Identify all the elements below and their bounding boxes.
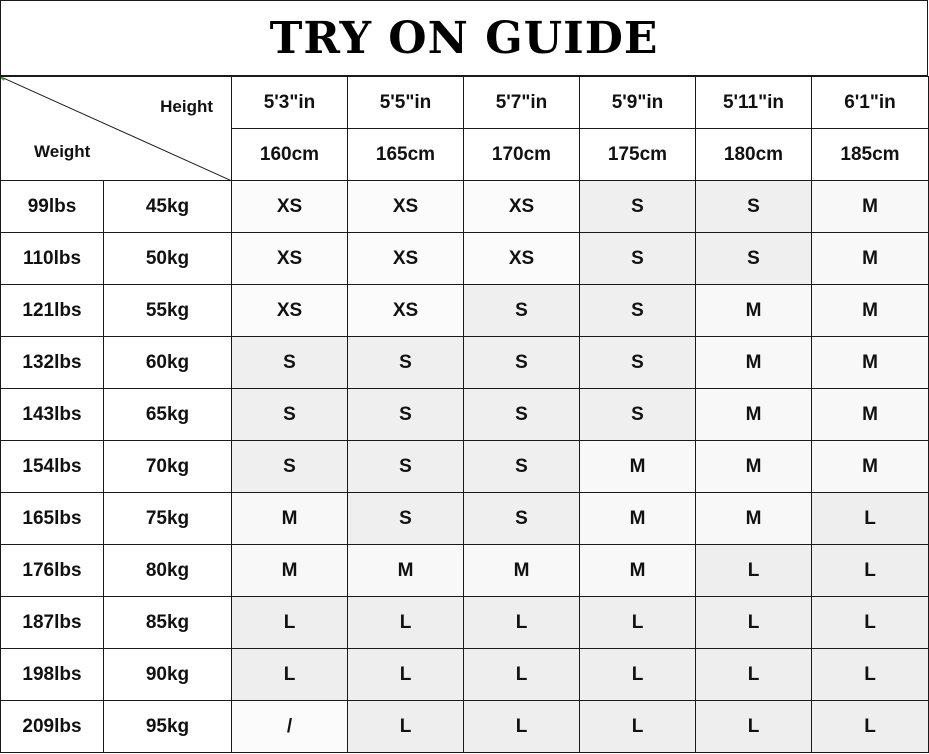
weight-kg-cell: 60kg: [104, 337, 232, 389]
size-cell: L: [348, 701, 464, 753]
height-cm-header: 175cm: [580, 129, 696, 181]
size-cell: S: [348, 337, 464, 389]
table-row: [1, 181, 929, 233]
weight-kg-cell: 85kg: [104, 597, 232, 649]
size-cell: L: [464, 701, 580, 753]
size-cell: L: [580, 649, 696, 701]
weight-lbs-cell: 143lbs: [1, 389, 104, 441]
height-cm-header: 170cm: [464, 129, 580, 181]
title-box: [0, 0, 928, 76]
weight-axis-label: Weight: [34, 142, 91, 161]
weight-lbs-cell: 165lbs: [1, 493, 104, 545]
size-cell: M: [696, 441, 812, 493]
header-row-inches: [1, 77, 929, 129]
size-cell: /: [232, 701, 348, 753]
table-row: [1, 649, 929, 701]
size-cell: M: [812, 441, 929, 493]
table-row: [1, 545, 929, 597]
height-cm-header: 185cm: [812, 129, 929, 181]
size-cell: M: [580, 545, 696, 597]
height-in-header: 5'9"in: [580, 77, 696, 129]
weight-kg-cell: 75kg: [104, 493, 232, 545]
size-cell: M: [580, 493, 696, 545]
size-cell: S: [232, 441, 348, 493]
weight-lbs-cell: 110lbs: [1, 233, 104, 285]
size-cell: XS: [348, 181, 464, 233]
size-cell: S: [348, 389, 464, 441]
size-cell: S: [580, 337, 696, 389]
size-cell: S: [580, 181, 696, 233]
size-cell: L: [696, 597, 812, 649]
weight-kg-cell: 70kg: [104, 441, 232, 493]
corner-diagonal: [1, 77, 232, 181]
weight-kg-cell: 95kg: [104, 701, 232, 753]
height-cm-header: 180cm: [696, 129, 812, 181]
size-cell: M: [812, 285, 929, 337]
height-cm-header: 160cm: [232, 129, 348, 181]
size-cell: M: [812, 337, 929, 389]
size-cell: L: [232, 649, 348, 701]
size-cell: L: [812, 493, 929, 545]
size-cell: L: [464, 649, 580, 701]
height-in-header: 6'1"in: [812, 77, 929, 129]
size-cell: L: [464, 597, 580, 649]
size-cell: M: [696, 493, 812, 545]
size-cell: M: [812, 181, 929, 233]
size-cell: L: [812, 701, 929, 753]
page-title: TRY ON GUIDE: [269, 12, 659, 64]
size-cell: M: [696, 337, 812, 389]
size-cell: XS: [232, 285, 348, 337]
size-cell: L: [696, 545, 812, 597]
table-row: [1, 337, 929, 389]
size-cell: M: [696, 285, 812, 337]
size-cell: M: [232, 545, 348, 597]
size-cell: XS: [464, 233, 580, 285]
size-cell: S: [464, 389, 580, 441]
corner-cell: [1, 77, 232, 181]
size-cell: L: [232, 597, 348, 649]
table-row: [1, 441, 929, 493]
height-axis-label: Height: [160, 97, 213, 116]
weight-kg-cell: 55kg: [104, 285, 232, 337]
size-cell: S: [232, 337, 348, 389]
size-cell: S: [348, 441, 464, 493]
size-cell: L: [812, 597, 929, 649]
size-cell: S: [464, 493, 580, 545]
table-row: [1, 493, 929, 545]
weight-kg-cell: 90kg: [104, 649, 232, 701]
weight-lbs-cell: 187lbs: [1, 597, 104, 649]
weight-lbs-cell: 209lbs: [1, 701, 104, 753]
size-cell: S: [580, 233, 696, 285]
weight-lbs-cell: 176lbs: [1, 545, 104, 597]
size-cell: S: [696, 181, 812, 233]
table-row: [1, 597, 929, 649]
weight-lbs-cell: 154lbs: [1, 441, 104, 493]
size-cell: M: [696, 389, 812, 441]
size-cell: L: [580, 597, 696, 649]
size-cell: S: [464, 337, 580, 389]
size-cell: M: [812, 389, 929, 441]
size-cell: S: [464, 441, 580, 493]
size-cell: S: [696, 233, 812, 285]
size-cell: L: [580, 701, 696, 753]
size-cell: S: [580, 285, 696, 337]
weight-kg-cell: 45kg: [104, 181, 232, 233]
size-cell: XS: [464, 181, 580, 233]
weight-kg-cell: 50kg: [104, 233, 232, 285]
height-in-header: 5'7"in: [464, 77, 580, 129]
size-cell: L: [348, 597, 464, 649]
weight-lbs-cell: 99lbs: [1, 181, 104, 233]
height-in-header: 5'3"in: [232, 77, 348, 129]
size-cell: S: [464, 285, 580, 337]
weight-lbs-cell: 132lbs: [1, 337, 104, 389]
size-table: [0, 76, 929, 753]
weight-kg-cell: 65kg: [104, 389, 232, 441]
table-row: [1, 285, 929, 337]
size-cell: XS: [348, 233, 464, 285]
size-cell: L: [696, 701, 812, 753]
table-row: [1, 233, 929, 285]
table-row: [1, 701, 929, 753]
size-cell: L: [696, 649, 812, 701]
weight-lbs-cell: 198lbs: [1, 649, 104, 701]
size-cell: S: [580, 389, 696, 441]
table-row: [1, 389, 929, 441]
size-cell: XS: [232, 181, 348, 233]
size-cell: XS: [232, 233, 348, 285]
size-cell: L: [348, 649, 464, 701]
size-cell: M: [812, 233, 929, 285]
size-cell: M: [232, 493, 348, 545]
size-cell: L: [812, 545, 929, 597]
size-cell: L: [812, 649, 929, 701]
height-in-header: 5'11"in: [696, 77, 812, 129]
size-cell: M: [348, 545, 464, 597]
size-cell: M: [580, 441, 696, 493]
height-cm-header: 165cm: [348, 129, 464, 181]
height-in-header: 5'5"in: [348, 77, 464, 129]
size-cell: M: [464, 545, 580, 597]
size-cell: XS: [348, 285, 464, 337]
size-cell: S: [232, 389, 348, 441]
weight-kg-cell: 80kg: [104, 545, 232, 597]
weight-lbs-cell: 121lbs: [1, 285, 104, 337]
size-cell: S: [348, 493, 464, 545]
